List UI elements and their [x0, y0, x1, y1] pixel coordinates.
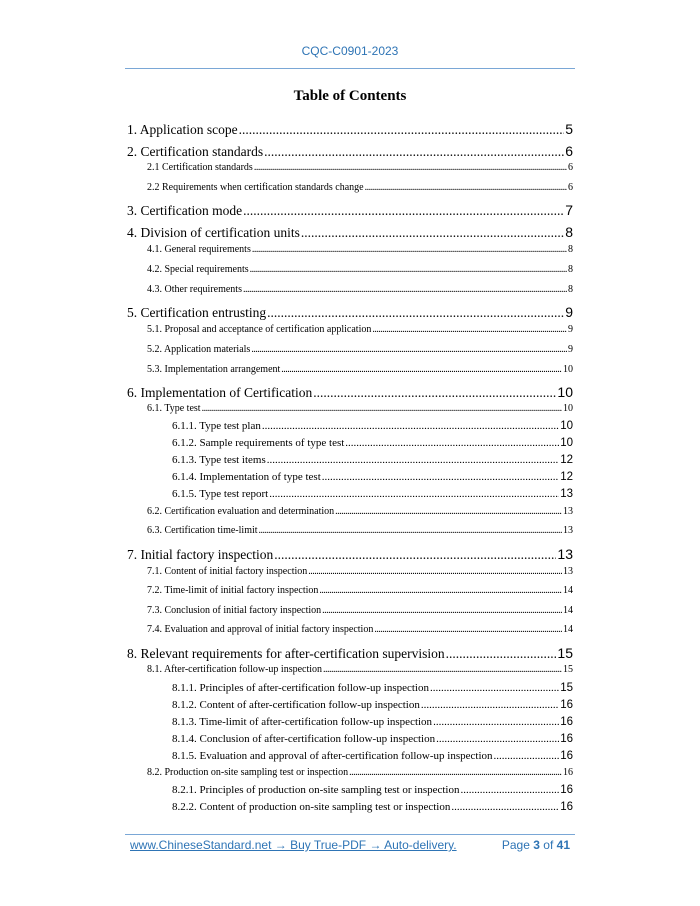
toc-entry[interactable]: [147, 264, 573, 275]
toc-dot-leader: [451, 801, 559, 813]
toc-dot-leader: [322, 605, 562, 616]
toc-entry-title: 5.2. Application materials: [147, 344, 251, 355]
toc-entry-page: 16: [560, 801, 573, 813]
toc-dot-leader: [254, 162, 567, 173]
toc-entry-page: 12: [560, 471, 573, 483]
toc-entry-title: 4.1. General requirements: [147, 244, 251, 255]
toc-entry[interactable]: [147, 767, 573, 778]
toc-entry-title: 6.1. Type test: [147, 403, 201, 414]
toc-dot-leader: [433, 716, 559, 728]
toc-entry-page: 13: [560, 488, 573, 500]
toc-title: Table of Contents: [293, 88, 407, 104]
toc-entry-page: 13: [557, 546, 573, 562]
toc-entry-title: 6.3. Certification time-limit: [147, 525, 258, 536]
toc-entry-title: 8.1.3. Time-limit of after-certification follow-up inspection: [172, 716, 433, 728]
toc-entry[interactable]: [147, 664, 573, 675]
toc-entry[interactable]: [172, 682, 573, 694]
toc-dot-leader: [461, 784, 560, 796]
toc-entry-page: 10: [563, 403, 573, 414]
toc-entry-page: 8: [568, 264, 573, 275]
toc-dot-leader: [365, 182, 567, 193]
toc-dot-leader: [243, 284, 567, 295]
toc-entry-page: 10: [560, 437, 573, 449]
toc-entry-page: 6: [565, 143, 573, 159]
toc-dot-leader: [313, 385, 556, 401]
toc-entry[interactable]: [147, 344, 573, 355]
toc-entry[interactable]: [172, 733, 573, 745]
toc-entry-title: 8.1.4. Conclusion of after-certification follow-up inspection: [172, 733, 436, 745]
toc-dot-leader: [274, 547, 556, 563]
toc-dot-leader: [202, 403, 562, 414]
toc-dot-leader: [281, 364, 562, 375]
toc-entry[interactable]: [172, 716, 573, 728]
toc-entry-title: 6.1.4. Implementation of type test: [172, 471, 321, 483]
toc-dot-leader: [436, 733, 559, 745]
page-label: Page: [501, 838, 530, 852]
toc-entry[interactable]: [172, 437, 573, 449]
toc-entry-page: 8: [568, 284, 573, 295]
toc-entry-title: 4. Division of certification units: [127, 225, 300, 240]
toc-entry-title: 6.1.1. Type test plan: [172, 420, 261, 432]
toc-dot-leader: [250, 264, 567, 275]
toc-entry-page: 8: [568, 244, 573, 255]
toc-entry[interactable]: [147, 284, 573, 295]
toc-entry-page: 9: [568, 324, 573, 335]
toc-entry[interactable]: [127, 304, 573, 321]
page-indicator: [502, 838, 570, 852]
toc-entry-page: 8: [565, 224, 573, 240]
toc-dot-leader: [308, 566, 562, 577]
toc-dot-leader: [345, 437, 559, 449]
toc-entry-page: 14: [563, 605, 573, 616]
toc-entry-title: 8. Relevant requirements for after-certification supervision: [127, 646, 445, 661]
toc-entry[interactable]: [147, 525, 573, 536]
toc-dot-leader: [323, 664, 562, 675]
toc-entry-title: 8.2.1. Principles of production on-site sampling test or inspection: [172, 784, 460, 796]
page-of: of: [543, 838, 554, 852]
toc-entry[interactable]: [147, 566, 573, 577]
toc-entry-page: 6: [568, 182, 573, 193]
toc-entry-page: 16: [560, 784, 573, 796]
toc-dot-leader: [446, 646, 557, 662]
toc-entry-title: 8.2.2. Content of production on-site sampling test or inspection: [172, 801, 451, 813]
toc-entry-page: 16: [560, 699, 573, 711]
toc-entry[interactable]: [172, 471, 573, 483]
toc-entry-page: 10: [560, 420, 573, 432]
toc-dot-leader: [243, 203, 564, 219]
header-divider: [125, 68, 575, 69]
toc-entry-title: 2.2 Requirements when certification standards change: [147, 182, 364, 193]
toc-entry[interactable]: [172, 801, 573, 813]
toc-entry-page: 10: [557, 384, 573, 400]
toc-entry-page: 15: [560, 682, 573, 694]
toc-entry-title: 7.2. Time-limit of initial factory inspection: [147, 585, 319, 596]
toc-entry-title: 7.3. Conclusion of initial factory inspection: [147, 605, 322, 616]
toc-dot-leader: [322, 471, 559, 483]
toc-entry-page: 16: [563, 767, 573, 778]
toc-entry-title: 4.2. Special requirements: [147, 264, 249, 275]
toc-dot-leader: [430, 682, 559, 694]
toc-entry[interactable]: [172, 750, 573, 762]
toc-entry-page: 5: [565, 121, 573, 137]
toc-entry-title: 2.1 Certification standards: [147, 162, 253, 173]
toc-entry[interactable]: [147, 364, 573, 375]
store-link[interactable]: www.ChineseStandard.net → Buy True-PDF → Auto-delivery.: [130, 838, 457, 852]
toc-entry-title: 8.1.2. Content of after-certification follow-up inspection: [172, 699, 420, 711]
toc-entry[interactable]: [127, 121, 573, 138]
toc-entry-page: 16: [560, 750, 573, 762]
toc-entry-title: 7.1. Content of initial factory inspection: [147, 566, 308, 577]
toc-entry-title: 4.3. Other requirements: [147, 284, 242, 295]
toc-entry-page: 13: [563, 506, 573, 517]
toc-dot-leader: [301, 225, 564, 241]
toc-entry-page: 7: [565, 202, 573, 218]
toc-entry-page: 13: [563, 566, 573, 577]
footer: [130, 838, 570, 852]
toc-entry[interactable]: [172, 420, 573, 432]
toc-entry-page: 13: [563, 525, 573, 536]
toc-dot-leader: [349, 767, 562, 778]
toc-entry-title: 6.2. Certification evaluation and determination: [147, 506, 335, 517]
toc-entry-page: 9: [565, 304, 573, 320]
toc-entry[interactable]: [127, 143, 573, 160]
toc-entry[interactable]: [127, 224, 573, 241]
toc-entry-title: 8.1. After-certification follow-up inspection: [147, 664, 323, 675]
toc-dot-leader: [267, 305, 564, 321]
toc-dot-leader: [264, 144, 564, 160]
toc-entry-page: 12: [560, 454, 573, 466]
toc-dot-leader: [252, 244, 567, 255]
document-code: CQC-C0901-2023: [301, 44, 399, 58]
toc-entry[interactable]: [147, 244, 573, 255]
toc-entry-title: 5. Certification entrusting: [127, 305, 267, 320]
toc-entry-page: 16: [560, 716, 573, 728]
toc-entry-title: 6.1.5. Type test report: [172, 488, 269, 500]
toc-entry-title: 3. Certification mode: [127, 203, 243, 218]
toc-entry-title: 5.1. Proposal and acceptance of certification application: [147, 324, 372, 335]
toc-entry[interactable]: [147, 403, 573, 414]
toc-entry-title: 8.1.5. Evaluation and approval of after-certification follow-up inspection: [172, 750, 493, 762]
toc-entry-page: 10: [563, 364, 573, 375]
toc-entry[interactable]: [147, 605, 573, 616]
toc-entry-title: 7.4. Evaluation and approval of initial factory inspection: [147, 624, 374, 635]
toc-entry[interactable]: [147, 182, 573, 193]
toc-dot-leader: [319, 585, 562, 596]
toc-entry-title: 6. Implementation of Certification: [127, 385, 313, 400]
toc-entry[interactable]: [147, 585, 573, 596]
toc-entry-page: 15: [563, 664, 573, 675]
toc-entry-title: 8.2. Production on-site sampling test or inspection: [147, 767, 349, 778]
toc-entry-title: 5.3. Implementation arrangement: [147, 364, 281, 375]
toc-entry-page: 9: [568, 344, 573, 355]
page-total: 41: [556, 838, 570, 852]
toc-entry-title: 7. Initial factory inspection: [127, 547, 274, 562]
toc-entry[interactable]: [127, 202, 573, 219]
toc-entry-title: 2. Certification standards: [127, 144, 264, 159]
toc-entry-page: 16: [560, 733, 573, 745]
footer-divider: [125, 834, 575, 835]
toc-entry-title: 1. Application scope: [127, 122, 238, 137]
toc-entry[interactable]: [172, 454, 573, 466]
toc-entry[interactable]: [147, 624, 573, 635]
toc-dot-leader: [267, 454, 559, 466]
toc-dot-leader: [262, 420, 559, 432]
toc-entry[interactable]: [172, 488, 573, 500]
toc-entry[interactable]: [127, 645, 573, 662]
toc-dot-leader: [494, 750, 560, 762]
toc-entry[interactable]: [127, 546, 573, 563]
toc-entry-page: 14: [563, 624, 573, 635]
toc-dot-leader: [251, 344, 567, 355]
toc-entry-title: 6.1.3. Type test items: [172, 454, 266, 466]
toc-dot-leader: [269, 488, 559, 500]
toc-entry[interactable]: [127, 384, 573, 401]
toc-dot-leader: [421, 699, 559, 711]
toc-dot-leader: [239, 122, 565, 138]
toc-entry[interactable]: [172, 699, 573, 711]
toc-entry-page: 15: [557, 645, 573, 661]
toc-entry-title: 8.1.1. Principles of after-certification follow-up inspection: [172, 682, 429, 694]
toc-entry[interactable]: [172, 784, 573, 796]
toc-dot-leader: [259, 525, 562, 536]
page-current: 3: [533, 838, 540, 852]
toc-entry[interactable]: [147, 506, 573, 517]
toc-entry-title: 6.1.2. Sample requirements of type test: [172, 437, 345, 449]
toc-entry-page: 6: [568, 162, 573, 173]
toc-dot-leader: [372, 324, 567, 335]
toc-entry[interactable]: [147, 162, 573, 173]
toc-entry-page: 14: [563, 585, 573, 596]
toc-entry[interactable]: [147, 324, 573, 335]
toc-dot-leader: [335, 506, 562, 517]
toc-dot-leader: [374, 624, 562, 635]
